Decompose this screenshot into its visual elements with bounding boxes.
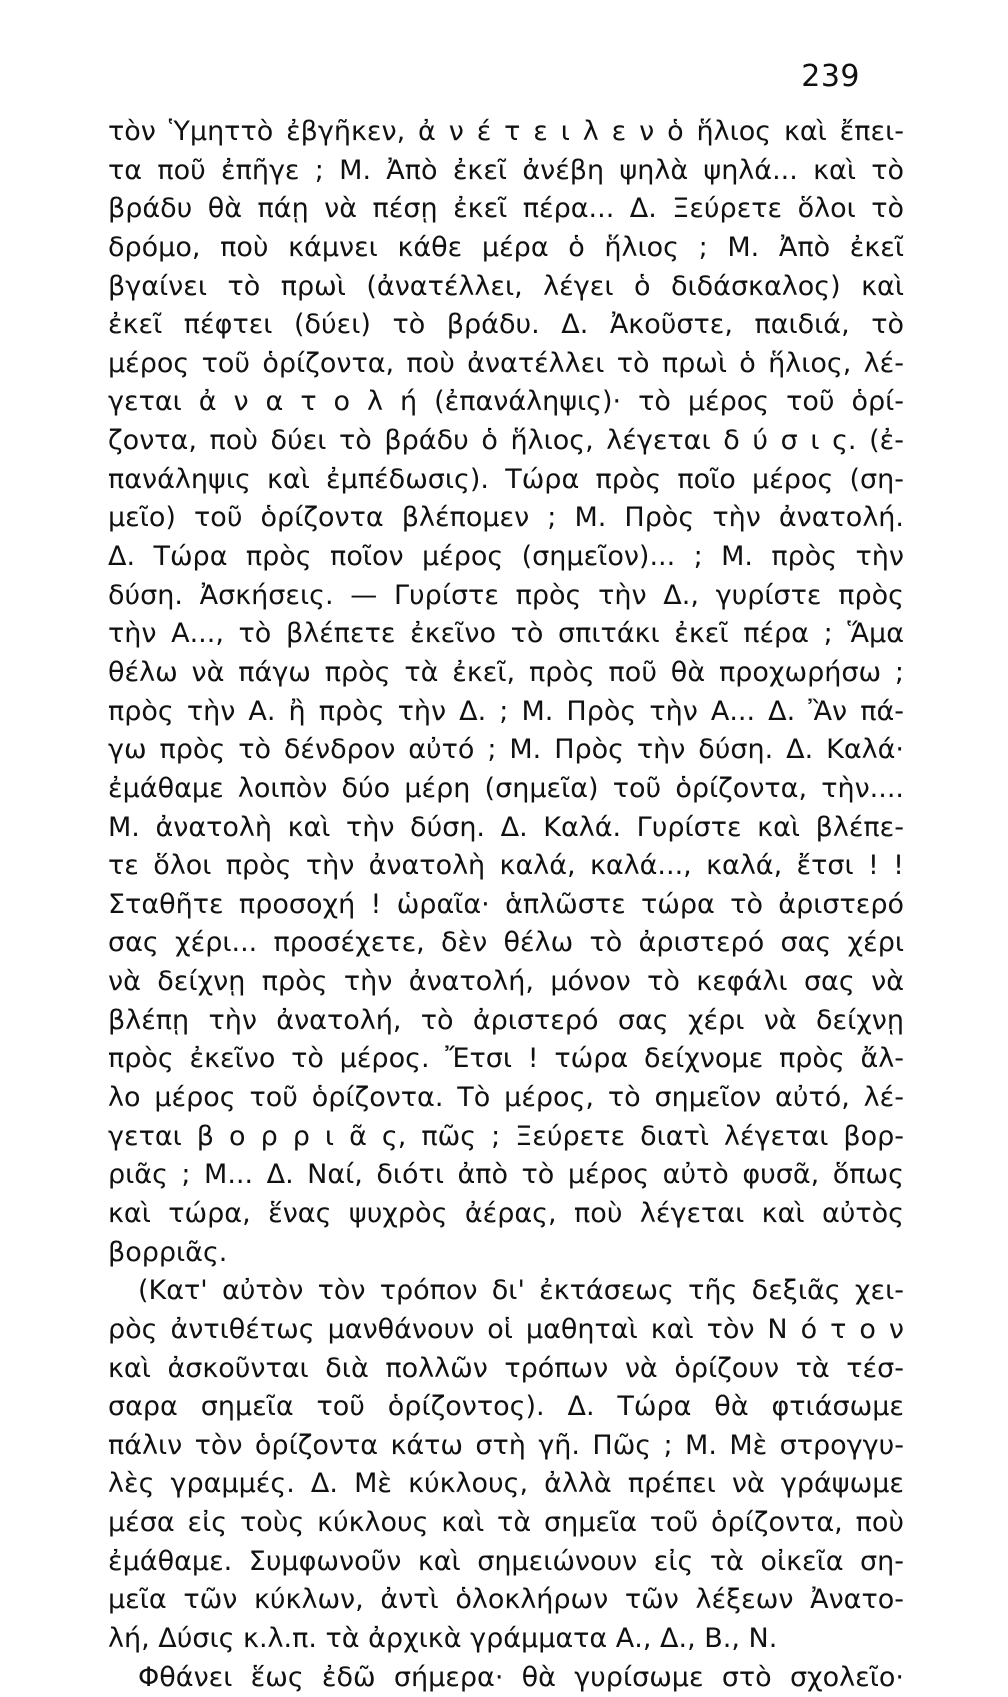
text-line: θέλω νὰ πάγω πρὸς τὰ ἐκεῖ, πρὸς ποῦ θὰ προχωρήσω ; (108, 656, 904, 688)
text-line: καὶ τώρα, ἕνας ψυχρὸς ἀέρας, ποὺ λέγεται καὶ αὐτὸς (108, 1197, 904, 1229)
paragraph-end-line: βορριᾶς. (108, 1236, 228, 1268)
text-line: καὶ ἀσκοῦνται διὰ πολλῶν τρόπων νὰ ὁρίζουν τὰ τέσ- (108, 1352, 904, 1384)
paragraph-start-line: (Κατ' αὐτὸν τὸν τρόπον δι' ἐκτάσεως τῆς δεξιᾶς χει- (138, 1275, 904, 1307)
text-line: νὰ δείχνῃ πρὸς τὴν ἀνατολή, μόνον τὸ κεφάλι σας νὰ (108, 966, 904, 998)
text-line: σαρα σημεῖα τοῦ ὁρίζοντος). Δ. Τώρα θὰ φτιάσωμε (108, 1391, 904, 1423)
text-line: μέρος τοῦ ὁρίζοντα, ποὺ ἀνατέλλει τὸ πρωὶ ὁ ἥλιος, λέ- (108, 347, 904, 379)
text-line: λο μέρος τοῦ ὁρίζοντα. Τὸ μέρος, τὸ σημεῖον αὐτό, λέ- (108, 1082, 904, 1114)
text-line: πρὸς ἐκεῖνο τὸ μέρος. Ἔτσι ! τώρα δείχνομε πρὸς ἄλ- (108, 1043, 904, 1075)
text-line: δύση. Ἀσκήσεις. — Γυρίστε πρὸς τὴν Δ., γυρίστε πρὸς (108, 579, 904, 611)
text-line: γω πρὸς τὸ δένδρον αὐτό ; Μ. Πρὸς τὴν δύση. Δ. Καλά· (108, 734, 904, 766)
paragraph-start-line: Φθάνει ἕως ἐδῶ σήμερα· θὰ γυρίσωμε στὸ σχολεῖο· (138, 1661, 904, 1693)
text-line: βγαίνει τὸ πρωὶ (ἀνατέλλει, λέγει ὁ διδάσκαλος) καὶ (108, 270, 904, 302)
text-line: γεται ἀ ν α τ ο λ ή (ἐπανάληψις)· τὸ μέρος τοῦ ὁρί- (108, 386, 904, 418)
text-line: ἐμάθαμε λοιπὸν δύο μέρη (σημεῖα) τοῦ ὁρίζοντα, τὴν.... (108, 772, 904, 804)
text-line: βράδυ θὰ πάῃ νὰ πέσῃ ἐκεῖ πέρα... Δ. Ξεύρετε ὅλοι τὸ (108, 193, 904, 225)
text-line: ζοντα, ποὺ δύει τὸ βράδυ ὁ ἥλιος, λέγεται δ ύ σ ι ς. (ἐ- (108, 425, 904, 457)
text-line: Μ. ἀνατολὴ καὶ τὴν δύση. Δ. Καλά. Γυρίστε καὶ βλέπε- (108, 811, 904, 843)
text-line: τὸν Ὑμηττὸ ἐβγῆκεν, ἀ ν έ τ ε ι λ ε ν ὁ ἥλιος καὶ ἔπει- (108, 116, 904, 147)
text-line: γεται β ο ρ ρ ι ᾶ ς, πῶς ; Ξεύρετε διατὶ λέγεται βορ- (108, 1120, 904, 1152)
text-line: λὲς γραμμές. Δ. Μὲ κύκλους, ἀλλὰ πρέπει νὰ γράψωμε (108, 1468, 904, 1500)
text-line: δρόμο, ποὺ κάμνει κάθε μέρα ὁ ἥλιος ; Μ. Ἀπὸ ἐκεῖ (108, 231, 904, 263)
text-line: τε ὅλοι πρὸς τὴν ἀνατολὴ καλά, καλά..., καλά, ἔτσι ! ! (108, 850, 904, 882)
text-line: βλέπῃ τὴν ἀνατολή, τὸ ἀριστερό σας χέρι νὰ δείχνῃ (108, 1004, 904, 1036)
text-line: τα ποῦ ἐπῆγε ; Μ. Ἀπὸ ἐκεῖ ἀνέβη ψηλὰ ψηλά... καὶ τὸ (108, 154, 904, 186)
text-line: σας χέρι... προσέχετε, δὲν θέλω τὸ ἀριστερό σας χέρι (108, 927, 904, 959)
page-body-text (108, 113, 904, 1697)
text-line: ριᾶς ; Μ... Δ. Ναί, διότι ἀπὸ τὸ μέρος αὐτὸ φυσᾶ, ὅπως (108, 1159, 904, 1191)
text-line: ἐμάθαμε. Συμφωνοῦν καὶ σημειώνουν εἰς τὰ οἰκεῖα ση- (108, 1545, 904, 1577)
text-line: μέσα εἰς τοὺς κύκλους καὶ τὰ σημεῖα τοῦ ὁρίζοντα, ποὺ (108, 1507, 904, 1539)
text-line: ἐκεῖ πέφτει (δύει) τὸ βράδυ. Δ. Ἀκοῦστε, παιδιά, τὸ (108, 309, 904, 341)
text-line: μεῖα τῶν κύκλων, ἀντὶ ὁλοκλήρων τῶν λέξεων Ἀνατο- (108, 1584, 904, 1616)
text-line: τὴν Α..., τὸ βλέπετε ἐκεῖνο τὸ σπιτάκι ἐκεῖ πέρα ; Ἅμα (108, 618, 904, 650)
text-line: μεῖο) τοῦ ὁρίζοντα βλέπομεν ; Μ. Πρὸς τὴν ἀνατολή. (108, 502, 904, 534)
text-line: πρὸς τὴν Α. ἢ πρὸς τὴν Δ. ; Μ. Πρὸς τὴν Α... Δ. Ἂν πά- (108, 695, 904, 727)
page-number: 239 (801, 59, 860, 94)
text-line: ρὸς ἀντιθέτως μανθάνουν οἱ μαθηταὶ καὶ τὸν Ν ό τ ο ν (108, 1313, 904, 1345)
text-line: πανάληψις καὶ ἐμπέδωσις). Τώρα πρὸς ποῖο μέρος (ση- (108, 463, 904, 495)
text-line: πάλιν τὸν ὁρίζοντα κάτω στὴ γῆ. Πῶς ; Μ. Μὲ στρογγυ- (108, 1429, 904, 1461)
text-line: Σταθῆτε προσοχή ! ὡραῖα· ἁπλῶστε τώρα τὸ ἀριστερό (108, 888, 904, 920)
text-line: Δ. Τώρα πρὸς ποῖον μέρος (σημεῖον)... ; Μ. πρὸς τὴν (108, 541, 904, 573)
paragraph-end-line: λή, Δύσις κ.λ.π. τὰ ἀρχικὰ γράμματα Α., Δ., Β., Ν. (108, 1622, 778, 1654)
